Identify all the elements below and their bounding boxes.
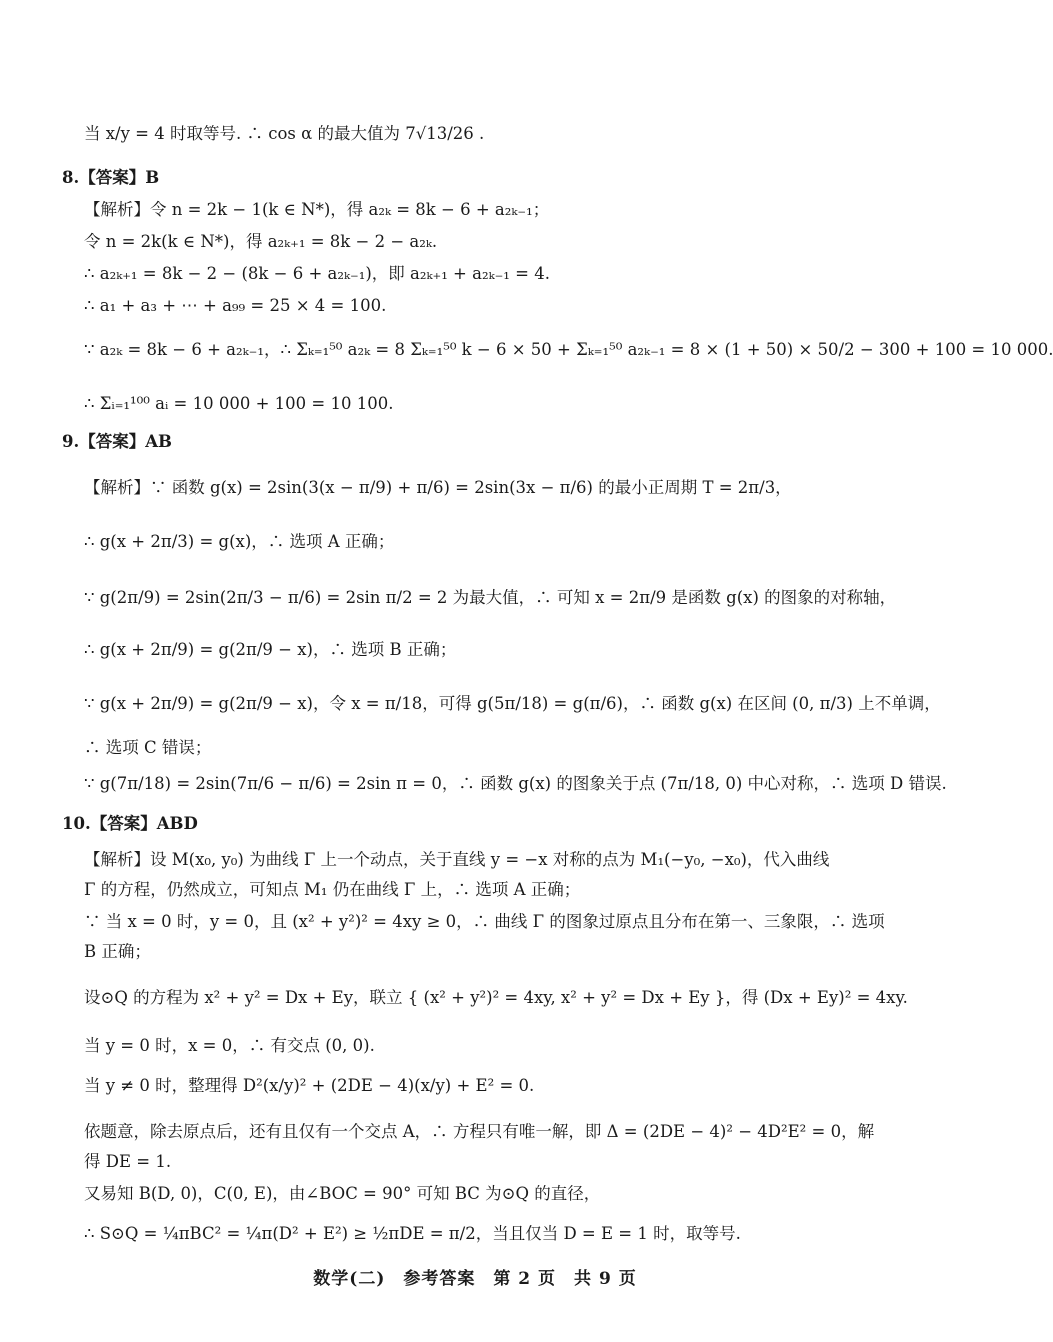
q9-answer: 9.【答案】AB: [62, 432, 172, 451]
q10-step-5: 设⊙Q 的方程为 x² + y² = Dx + Ey，联立 { (x² + y²)² = 4xy, x² + y² = Dx + Ey }，得 (Dx + Ey)² = 4xy.: [84, 988, 908, 1007]
q9-step-3: ∵ g(2π/9) = 2sin(2π/3 − π/6) = 2sin π/2 = 2 为最大值，∴ 可知 x = 2π/9 是函数 g(x) 的图象的对称轴，: [84, 588, 897, 607]
q10-answer: 10.【答案】ABD: [62, 814, 198, 833]
q9-step-1: 【解析】∵ 函数 g(x) = 2sin(3(x − π/9) + π/6) = 2sin(3x − π/6) 的最小正周期 T = 2π/3，: [84, 478, 792, 497]
q8-result: ∴ Σᵢ₌₁¹⁰⁰ aᵢ = 10 000 + 100 = 10 100.: [84, 394, 394, 413]
q7-conclusion: 当 x/y = 4 时取等号. ∴ cos α 的最大值为 7√13/26 .: [84, 124, 485, 143]
q10-step-11: ∴ S⊙Q = ¼πBC² = ¼π(D² + E²) ≥ ½πDE = π/2，当且仅当 D = E = 1 时，取等号.: [84, 1224, 741, 1243]
q10-step-4: B 正确；: [84, 942, 151, 961]
q8-answer: 8.【答案】B: [62, 168, 160, 187]
q9-step-7: ∵ g(7π/18) = 2sin(7π/6 − π/6) = 2sin π = 0，∴ 函数 g(x) 的图象关于点 (7π/18, 0) 中心对称，∴ 选项 D 错误.: [84, 774, 947, 793]
q8-step-1: 【解析】令 n = 2k − 1(k ∈ N*)，得 a₂ₖ = 8k − 6 + a₂ₖ₋₁；: [84, 200, 550, 219]
q10-step-7: 当 y ≠ 0 时，整理得 D²(x/y)² + (2DE − 4)(x/y) + E² = 0.: [84, 1076, 535, 1095]
q10-step-6: 当 y = 0 时，x = 0，∴ 有交点 (0, 0).: [84, 1036, 375, 1055]
q10-step-1: 【解析】设 M(x₀, y₀) 为曲线 Γ 上一个动点，关于直线 y = −x 对称的点为 M₁(−y₀, −x₀)，代入曲线: [84, 850, 830, 869]
q8-step-3: ∴ a₂ₖ₊₁ = 8k − 2 − (8k − 6 + a₂ₖ₋₁)，即 a₂ₖ₊₁ + a₂ₖ₋₁ = 4.: [84, 264, 550, 283]
q8-step-2: 令 n = 2k(k ∈ N*)，得 a₂ₖ₊₁ = 8k − 2 − a₂ₖ.: [84, 232, 438, 251]
q9-step-5: ∵ g(x + 2π/9) = g(2π/9 − x)，令 x = π/18，可得 g(5π/18) = g(π/6)，∴ 函数 g(x) 在区间 (0, π/3) 上不单调，: [84, 694, 941, 713]
q8-step-4: ∴ a₁ + a₃ + ⋯ + a₉₉ = 25 × 4 = 100.: [84, 296, 387, 315]
q10-step-9: 得 DE = 1.: [84, 1152, 172, 1171]
q9-step-6: ∴ 选项 C 错误；: [84, 738, 212, 757]
q10-step-3: ∵ 当 x = 0 时，y = 0，且 (x² + y²)² = 4xy ≥ 0，∴ 曲线 Γ 的图象过原点且分布在第一、三象限，∴ 选项: [84, 912, 885, 931]
q8-step-5: ∵ a₂ₖ = 8k − 6 + a₂ₖ₋₁，∴ Σₖ₌₁⁵⁰ a₂ₖ = 8 Σₖ₌₁⁵⁰ k − 6 × 50 + Σₖ₌₁⁵⁰ a₂ₖ₋₁ = 8 × (1 + 50) × 50/2 − 300 + 100 = 10 000.: [84, 340, 1053, 359]
q9-step-2: ∴ g(x + 2π/3) = g(x)，∴ 选项 A 正确；: [84, 532, 395, 551]
page-footer: 数学(二) 参考答案 第 2 页 共 9 页: [313, 1269, 637, 1289]
q9-step-4: ∴ g(x + 2π/9) = g(2π/9 − x)，∴ 选项 B 正确；: [84, 640, 457, 659]
q10-step-2: Γ 的方程，仍然成立，可知点 M₁ 仍在曲线 Γ 上，∴ 选项 A 正确；: [84, 880, 581, 899]
q10-step-8: 依题意，除去原点后，还有且仅有一个交点 A，∴ 方程只有唯一解，即 Δ = (2DE − 4)² − 4D²E² = 0，解: [84, 1122, 875, 1141]
q10-step-10: 又易知 B(D, 0)，C(0, E)，由∠BOC = 90° 可知 BC 为⊙Q 的直径，: [84, 1184, 601, 1203]
